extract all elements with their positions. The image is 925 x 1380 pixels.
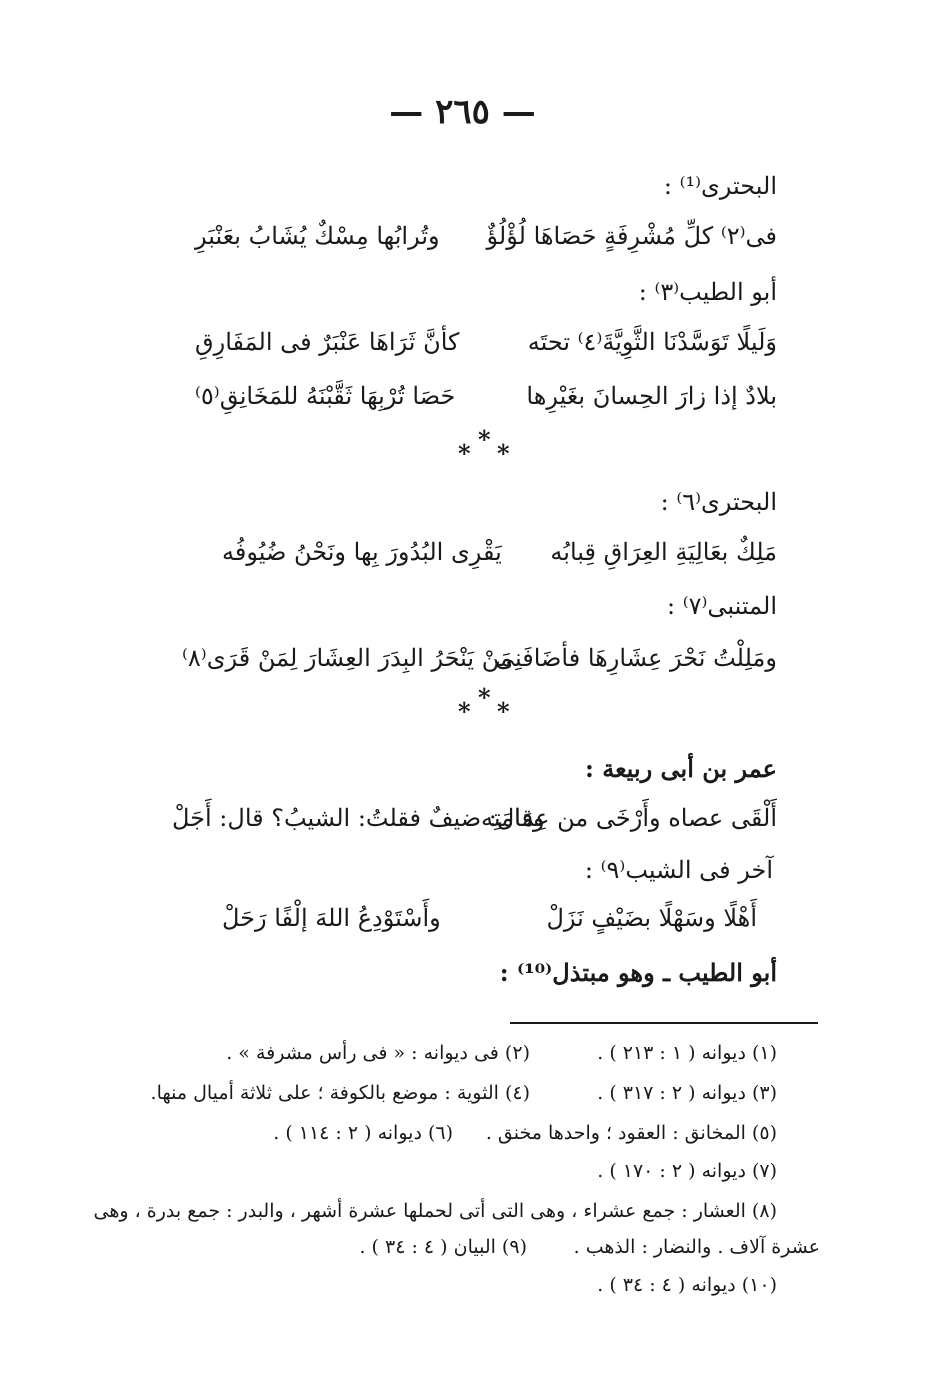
verse-right-hemistich: بلادٌ إذا زارَ الحِسانَ بغَيْرِها <box>526 382 777 410</box>
poet-name: أبو الطيب ـ وهو مبتذل⁽¹⁰⁾ : <box>499 958 777 987</box>
section-separator-stars <box>0 683 925 726</box>
footnote: (٩) البيان ( ٤ : ٣٤ ) . <box>359 1236 527 1258</box>
poet-name: عمر بن أبى ربيعة : <box>585 754 777 783</box>
footnote: (١٠) ديوانه ( ٤ : ٣٤ ) . <box>597 1274 777 1296</box>
footnote: (٢) فى ديوانه : « فى رأس مشرفة » . <box>226 1042 530 1064</box>
verse-left-hemistich: وتُرابُها مِسْكٌ يُشَابُ بعَنْبَرِ <box>195 222 440 250</box>
verse-left-hemistich: وأَسْتَوْدِعُ اللهَ إلْفًا رَحَلْ <box>222 904 441 932</box>
page-number: — ٢٦٥ — <box>389 92 536 132</box>
verse-right-hemistich: ومَلِلْتُ نَحْرَ عِشَارِهَا فأضَافَنِى <box>495 644 777 672</box>
footnote: (٨) العشار : جمع عشراء ، وهى التى أتى لحملها عشرة أشهر ، والبدر : جمع بدرة ، وهى <box>93 1200 777 1222</box>
footnote: (١) ديوانه ( ١ : ٢١٣ ) . <box>597 1042 777 1064</box>
footnote-divider <box>510 1022 818 1024</box>
poet-name: المتنبى⁽٧⁾ : <box>667 592 777 620</box>
verse-left-hemistich: يَقْرِى البُدُورَ بِها ونَحْنُ ضُيُوفُه <box>222 538 502 566</box>
star: * <box>497 439 510 468</box>
verse-right-hemistich: أَلْقَى عصاه وأَرْخَى من عِمَامَتِه <box>481 804 777 832</box>
verse-right-hemistich: أَهْلًا وسَهْلًا بضَيْفٍ نَزَلْ <box>546 904 757 932</box>
footnote: (٥) المخانق : العقود ؛ واحدها مخنق . <box>485 1122 777 1144</box>
star: * <box>458 439 471 468</box>
star: * <box>497 697 510 726</box>
verse-right-hemistich: مَلِكٌ بعَالِيَةِ العِرَاقِ قِبابُه <box>550 538 777 566</box>
star: * <box>478 425 491 454</box>
verse-left-hemistich: حَصَا تُرْبِهَا ثَقَّبْنَهُ للمَخَانِقِ⁽٥⁾ <box>195 382 456 410</box>
footnote: (٧) ديوانه ( ٢ : ١٧٠ ) . <box>597 1160 777 1182</box>
poet-name: البحترى⁽٦⁾ : <box>660 488 777 516</box>
section-separator-stars <box>0 425 925 468</box>
footnote: عشرة آلاف . والنضار : الذهب . <box>573 1236 820 1258</box>
verse-right-hemistich: وَلَيلًا تَوَسَّدْنَا الثَّوِيَّةَ⁽٤⁾ تحتَه <box>527 328 777 356</box>
verse-left-hemistich: وقال: ضيفٌ فقلتُ: الشيبُ؟ قال: أَجَلْ <box>172 804 545 832</box>
poet-name: البحترى⁽¹⁾ : <box>663 172 777 200</box>
poet-name: آخر فى الشيب⁽٩⁾ : <box>584 856 773 884</box>
verse-right-hemistich: فى⁽٢⁾ كلِّ مُشْرِفَةٍ حَصَاهَا لُؤْلُؤٌ <box>486 222 777 250</box>
footnote: (٤) الثوية : موضع بالكوفة ؛ على ثلاثة أميال منها. <box>150 1082 530 1104</box>
star: * <box>458 697 471 726</box>
footnote: (٣) ديوانه ( ٢ : ٣١٧ ) . <box>597 1082 777 1104</box>
verse-left-hemistich: كأنَّ ثَرَاهَا عَنْبَرٌ فى المَفَارِقِ <box>195 328 460 356</box>
star: * <box>478 683 491 712</box>
poet-name: أبو الطيب⁽٣⁾ : <box>638 278 777 306</box>
footnote: (٦) ديوانه ( ٢ : ١١٤ ) . <box>273 1122 453 1144</box>
verse-left-hemistich: مَنْ يَنْحَرُ البِدَرَ العِشَارَ لِمَنْ قَرَى⁽٨⁾ <box>182 644 513 672</box>
